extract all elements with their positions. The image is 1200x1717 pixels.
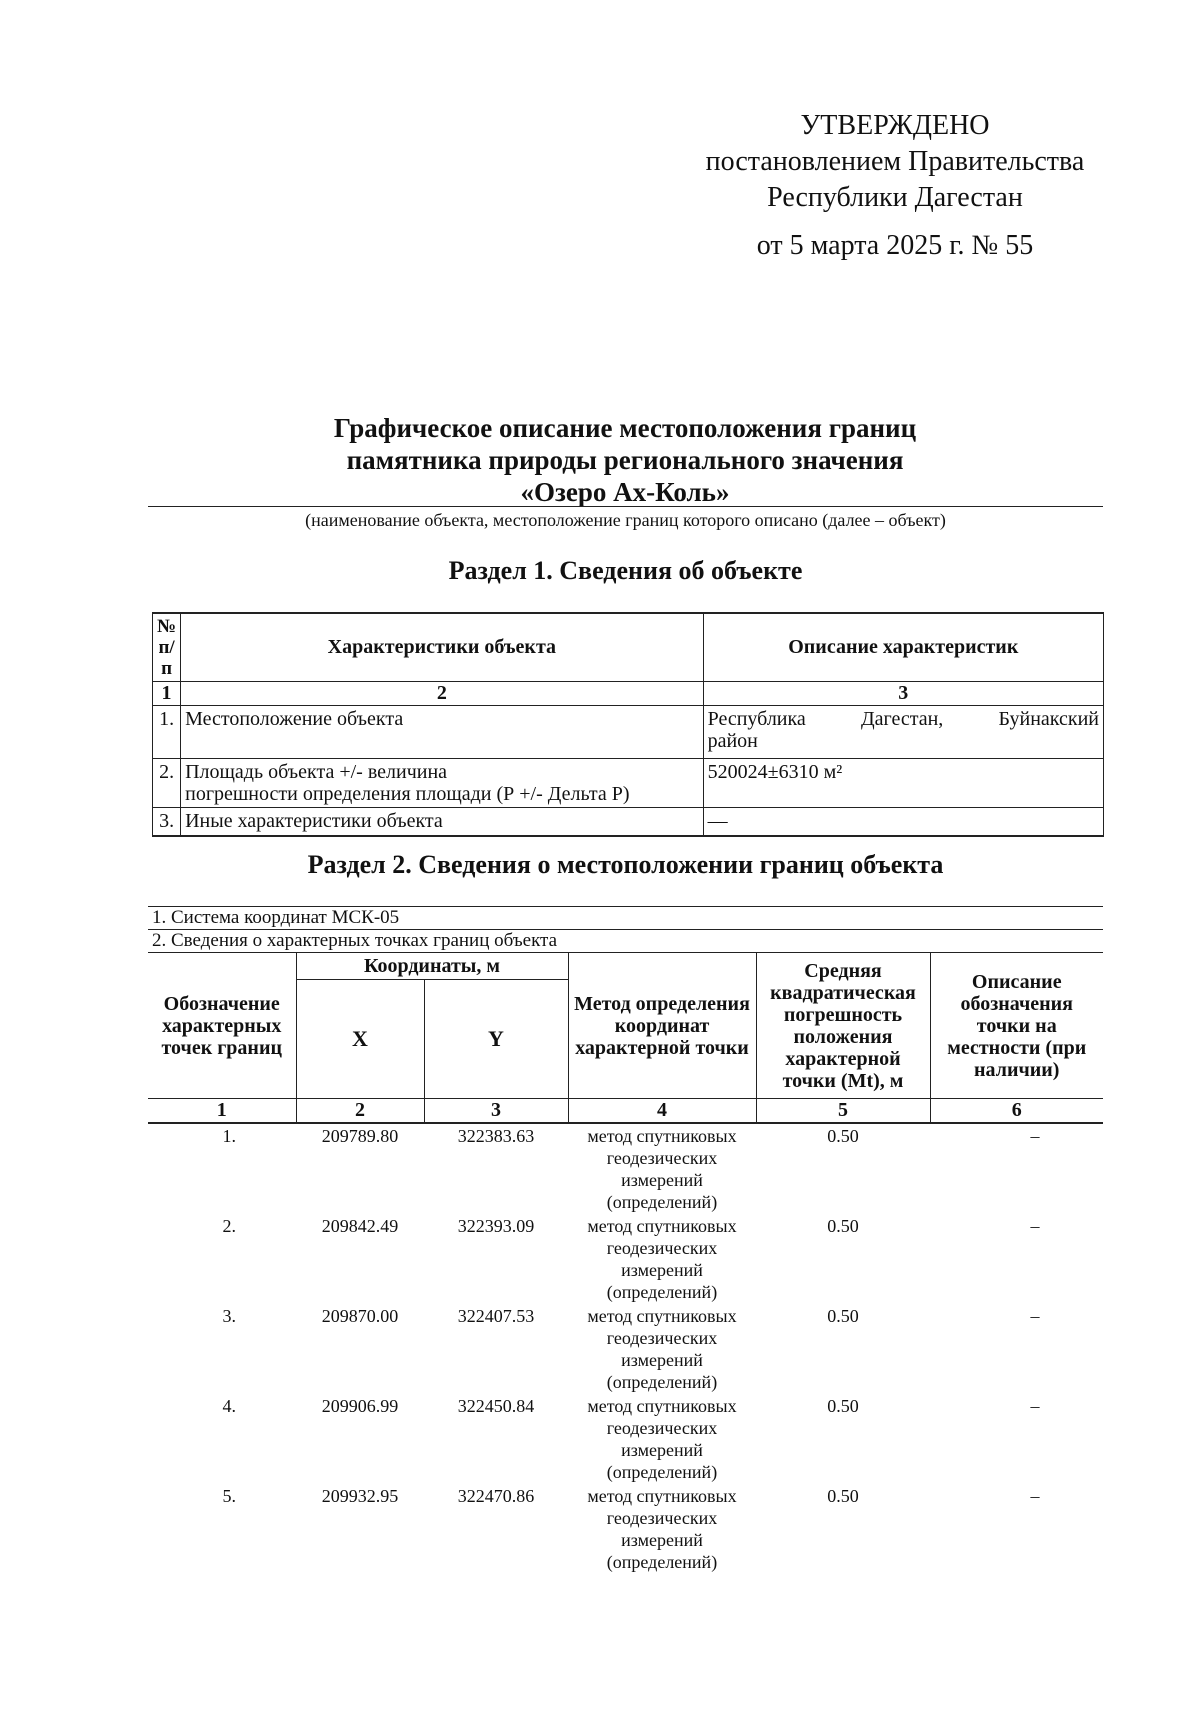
index-cell: 6 bbox=[930, 1099, 1103, 1124]
row-name-line: погрешности определения площади (Р +/- Дельта Р) bbox=[185, 783, 630, 805]
row-number: 3. bbox=[153, 808, 181, 837]
index-cell: 1 bbox=[148, 1099, 296, 1124]
title-line-2: памятника природы регионального значения bbox=[346, 445, 904, 475]
point-description: – bbox=[1030, 1306, 1040, 1326]
table-header-row bbox=[148, 953, 1103, 980]
title-underline bbox=[148, 506, 1103, 507]
point-x: 209932.95 bbox=[321, 1486, 399, 1506]
row-number: 2. bbox=[153, 759, 181, 808]
approval-title: УТВЕРЖДЕНО bbox=[800, 110, 990, 141]
approval-line-2: постановлением Правительства bbox=[705, 146, 1085, 177]
row-name: Местоположение объекта bbox=[181, 706, 703, 759]
section-1-heading: Раздел 1. Сведения об объекте bbox=[448, 556, 803, 585]
point-number: 3. bbox=[222, 1306, 236, 1326]
title-caption: (наименование объекта, местоположение границ которого описано (далее – объект) bbox=[305, 510, 946, 530]
approval-stamp bbox=[690, 108, 1100, 264]
header-error: Средняя квадратическая погрешность положения характерной точки (Mt), м bbox=[756, 953, 930, 1099]
table-row bbox=[148, 1214, 1103, 1304]
point-description: – bbox=[1030, 1126, 1040, 1146]
coordinate-system-row bbox=[148, 907, 1103, 930]
table-row bbox=[148, 1123, 1103, 1214]
point-x: 209789.80 bbox=[321, 1126, 399, 1146]
point-method: метод спутниковых геодезических измерений (определений) bbox=[587, 1216, 737, 1302]
table-row bbox=[153, 808, 1104, 837]
point-method: метод спутниковых геодезических измерений (определений) bbox=[587, 1306, 737, 1392]
coordinate-system: 1. Система координат МСК-05 bbox=[148, 907, 1103, 930]
index-cell: 3 bbox=[424, 1099, 568, 1124]
point-y: 322470.86 bbox=[457, 1486, 535, 1506]
row-number: 1. bbox=[153, 706, 181, 759]
table-row bbox=[153, 706, 1104, 759]
index-cell: 3 bbox=[703, 682, 1103, 706]
points-caption-row bbox=[148, 930, 1103, 953]
point-method: метод спутниковых геодезических измерений (определений) bbox=[587, 1486, 737, 1572]
index-cell: 4 bbox=[568, 1099, 756, 1124]
title-line-3: «Озеро Ах-Коль» bbox=[520, 477, 730, 507]
point-x: 209842.49 bbox=[321, 1216, 399, 1236]
point-error: 0.50 bbox=[827, 1486, 859, 1506]
header-description: Описание обозначения точки на местности (при наличии) bbox=[930, 953, 1103, 1099]
table-index-row bbox=[148, 1099, 1103, 1124]
point-y: 322450.84 bbox=[457, 1396, 535, 1416]
table-row bbox=[148, 1394, 1103, 1484]
header-x: X bbox=[296, 980, 424, 1099]
header-characteristics: Характеристики объекта bbox=[181, 613, 703, 682]
table-header-row bbox=[153, 613, 1104, 682]
approval-line-3: Республики Дагестан bbox=[767, 182, 1023, 213]
row-value bbox=[703, 706, 1103, 759]
header-designation: Обозначение характерных точек границ bbox=[148, 953, 296, 1099]
point-description: – bbox=[1030, 1396, 1040, 1416]
object-info-table bbox=[152, 612, 1104, 837]
document-title bbox=[150, 412, 1100, 508]
point-number: 1. bbox=[222, 1126, 236, 1146]
row-name bbox=[181, 759, 703, 808]
row-value-line: Республика Дагестан, Буйнакский bbox=[707, 708, 1099, 730]
index-cell: 5 bbox=[756, 1099, 930, 1124]
section-2-heading: Раздел 2. Сведения о местоположении границ объекта bbox=[307, 850, 944, 879]
header-number: № п/п bbox=[153, 613, 181, 682]
point-error: 0.50 bbox=[827, 1126, 859, 1146]
point-description: – bbox=[1030, 1216, 1040, 1236]
point-y: 322383.63 bbox=[457, 1126, 535, 1146]
title-line-1: Графическое описание местоположения границ bbox=[333, 413, 917, 443]
index-cell: 1 bbox=[153, 682, 181, 706]
row-value-line: район bbox=[707, 730, 758, 752]
row-name: Иные характеристики объекта bbox=[181, 808, 703, 837]
boundary-points-table bbox=[148, 906, 1103, 1574]
header-method: Метод определения координат характерной точки bbox=[568, 953, 756, 1099]
row-value: 520024±6310 м² bbox=[703, 759, 1103, 808]
approval-date: от 5 марта 2025 г. № 55 bbox=[756, 230, 1034, 261]
table-index-row bbox=[153, 682, 1104, 706]
row-value: — bbox=[703, 808, 1103, 837]
point-method: метод спутниковых геодезических измерений (определений) bbox=[587, 1396, 737, 1482]
index-cell: 2 bbox=[296, 1099, 424, 1124]
point-y: 322407.53 bbox=[457, 1306, 535, 1326]
table-row bbox=[153, 759, 1104, 808]
point-x: 209870.00 bbox=[321, 1306, 399, 1326]
row-name-line: Площадь объекта +/- величина bbox=[185, 761, 448, 783]
index-cell: 2 bbox=[181, 682, 703, 706]
table-row bbox=[148, 1484, 1103, 1574]
point-method: метод спутниковых геодезических измерений (определений) bbox=[587, 1126, 737, 1212]
point-number: 2. bbox=[222, 1216, 236, 1236]
points-caption: 2. Сведения о характерных точках границ объекта bbox=[148, 930, 1103, 953]
point-error: 0.50 bbox=[827, 1396, 859, 1416]
point-number: 4. bbox=[222, 1396, 236, 1416]
point-y: 322393.09 bbox=[457, 1216, 535, 1236]
table-row bbox=[148, 1304, 1103, 1394]
point-x: 209906.99 bbox=[321, 1396, 399, 1416]
header-coordinates: Координаты, м bbox=[296, 953, 568, 980]
point-error: 0.50 bbox=[827, 1306, 859, 1326]
header-y: Y bbox=[424, 980, 568, 1099]
header-description: Описание характеристик bbox=[703, 613, 1103, 682]
point-error: 0.50 bbox=[827, 1216, 859, 1236]
point-description: – bbox=[1030, 1486, 1040, 1506]
point-number: 5. bbox=[222, 1486, 236, 1506]
